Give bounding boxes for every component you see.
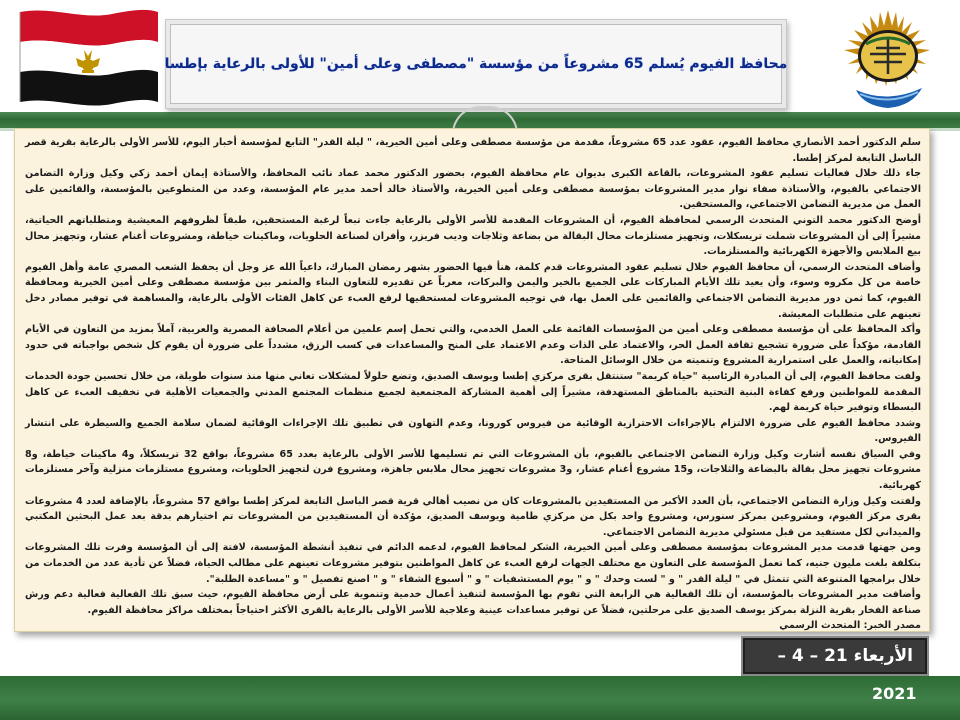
bottom-green-band [0, 676, 960, 720]
article-paragraph: ولفت محافظ الفيوم، إلى أن المبادرة الرئاسية "حياة كريمة" ستنتقل بقرى مركزي إطسا ويوسف الصديق، وتضع حلولاً لمشكلات تعاني منها منذ سنوات طويلة، من خلال تحسين جودة الخدمات المقدمة للمواطنين ورفع كفاءة البنية التحتية بالمناطق المستهدفة، مشيراً إلى أهمية المشاركة المجتمعية لجميع منظمات المجتمع المدني والجمعيات الأهلية في تخفيف العبء عن كاهل البسطاء وتوفير حياة كريمة لهم. [25, 370, 921, 414]
article-source: مصدر الخبر: المتحدث الرسمي [779, 620, 921, 632]
article-panel [14, 128, 930, 632]
fayoum-governorate-logo-icon [826, 8, 951, 112]
article-paragraph: وأكد المحافظ على أن مؤسسة مصطفى وعلى أمين من المؤسسات القائمة على العمل الخدمي، والتي تحمل إسم علمين من أعلام الصحافة المصرية والعربية، آملاً بمزيد من التعاون في الأيام القادمة، مؤكداً على ضرورة تشجيع ثقافة العمل الحر، والاعتماد على الذات وعدم الاعتماد على المنح والمساعدات في كسب الرزق، مشدداً على ضرورة أن يقوم كل شخص بواجباته في حدود إمكانياته، والعمل على استمرارية المشروع وتنميته من خلال الوسائل المتاحة. [25, 324, 921, 367]
egypt-flag-icon [12, 6, 162, 110]
article-paragraph: وفي السياق نفسه أشارت وكيل وزارة التضامن الاجتماعي بالفيوم، بأن المشروعات التي تم تسليمها للأسر الأولى بالرعاية بعدد 65 مشروعاً، بواقع 32 تريسكلاً، و4 ماكينات خياطة، و8 مشروعات تجهيز محل بقالة بالبضاعة والثلاجات، و15 مشروع أغنام عشار، و3 مشروعات تجهيز محال ملابس جاهزة، ومشروع فرن لتجهيز الحلويات، ومشروع مستلزمات منزلية وآخر مستلزمات كهربائية. [25, 448, 921, 492]
article-paragraph: ولفتت وكيل وزارة التضامن الاجتماعي، بأن العدد الأكبر من المستفيدين بالمشروعات كان من نصيب أهالي قرية قصر الباسل التابعة لمركز إطسا بواقع 57 مشروعاً، بالإضافة لعدد 4 مشروعات بقرى مركز الفيوم، ومشروعين بمركز سنورس، ومشروع واحد بكل من مركزي طامية ويوسف الصديق، مؤكدة أن المستفيدين من المشروعات تم اختيارهم بدقة بعد عمل البحثين المكتبي والميداني لكل مستفيد من قبل مسئولي مديرية التضامن الاجتماعي. [25, 495, 921, 538]
date-label: الأربعاء 21 – 4 – [777, 646, 913, 666]
article-paragraph: وأضاف المتحدث الرسمي، أن محافظ الفيوم خلال تسليم عقود المشروعات قدم كلمة، هنأ فيها الحضور بشهر رمضان المبارك، داعياً الله عز وجل أن يحفظ الشعب المصري عامة وأهل الفيوم خاصة من كل مكروه وسوء، وأن يعيد تلك الأيام المباركات على الجميع بالخير واليمن والبركات، معرباً عن تقديره للتعاون البناء والمثمر بين مؤسسة مصطفى وعلى أمين الخيرية ومحافظة الفيوم، كما ثمن دور مديرية التضامن الاجتماعي والقائمين على العمل بها، في توجيه المشروعات لمستحقيها لرفع العبء عن كاهل الفئات الأولى بالرعاية، والمساهمة في توفير مصادر دخل تعينهم على متطلبات المعيشة. [25, 261, 921, 320]
article-paragraph: جاء ذلك خلال فعاليات تسليم عقود المشروعات، بالقاعة الكبرى بديوان عام محافظة الفيوم، بحضور الدكتور محمد عماد نائب المحافظ، والأستاذة إيمان أحمد زكي وكيل وزارة التضامن الاجتماعي بالفيوم، والأستاذة صفاء نوار مدير المشروعات بمؤسسة مصطفى وعلى أمين الخيرية، والأستاذ خالد أحمد مدير عام المؤسسة، وعدد من المتطوعين بالمؤسسة، والقائمين على العمل من مديرية التضامن الاجتماعي، والمستحقين. [25, 168, 921, 211]
year-label: 2021 [872, 684, 917, 703]
article-paragraph: ومن جهتها قدمت مدير المشروعات بمؤسسة مصطفى وعلى أمين الخيرية، الشكر لمحافظ الفيوم، لدعمه الدائم في تنفيذ أنشطة المؤسسة، لافتة إلى أن المؤسسة وفرت تلك المشروعات بتكلفة بلغت مليون جنيه، كما تعمل المؤسسة على التعاون مع مختلف الجهات لرفع العبء عن كاهل المواطنين بتوفير مشروعات تعينهم على مطالب الحياة، فضلاً عن تأدية عدد من الخدمات من خلال برامجها المتنوعة التي تتمثل في " ليلة القدر " و " لست وحدك " و " يوم المستشفيات " و " أسبوع الشفاء " و " اصنع تفصيل " و "مساعدة الطلبة". [25, 542, 921, 585]
headline-box [164, 24, 788, 104]
headline-title: محافظ الفيوم يُسلم 65 مشروعاً من مؤسسة "مصطفى وعلى أمين" للأولى بالرعاية بإطسا [164, 56, 788, 72]
article-paragraph: أوضح الدكتور محمد التوني المتحدث الرسمي لمحافظة الفيوم، أن المشروعات المقدمة للأسر الأولى بالرعاية جاءت تبعاً لرغبة المستحقين، طبقاً لظروفهم المعيشية ومتطلباتهم الحياتية، مشيراً إلى أن المشروعات شملت تريسكلات، وتجهيز مستلزمات محال البقالة من بضاعة وثلاجات وديب فريزر، وأفران لصناعة الحلويات، وماكينات خياطة، ومشروعات أغنام عشار، وتجهيز محال بيع الملابس والأجهزة الكهربائية والمستلزمات. [25, 214, 921, 258]
article-paragraph: سلم الدكتور أحمد الأنصاري محافظ الفيوم، عقود عدد 65 مشروعاً، مقدمة من مؤسسة مصطفى وعلى أمين الخيرية، " ليلة القدر" التابع لمؤسسة أخبار اليوم، للأسر الأولى بالرعاية بقرية قصر الباسل التابعة لمركز إطسا. [25, 137, 921, 164]
date-box [741, 636, 929, 676]
article-body [15, 129, 929, 632]
article-paragraph: وشدد محافظ الفيوم على ضرورة الالتزام بالإجراءات الاحترازية الوقائية من فيروس كورونا، وعدم التهاون في تطبيق تلك الإجراءات الوقائية لضمان سلامة الجميع والسيطرة على انتشار الفيروس. [25, 417, 921, 445]
article-paragraph: وأضافت مدير المشروعات بالمؤسسة، أن تلك الفعالية هي الرابعة التي تقوم بها المؤسسة لتنفيذ أعمال خدمية وتنموية على أرض محافظة الفيوم، حيث سبق تلك الفعالية فعالية دعم ورش صناعة الفخار بقرية النزلة بمركز يوسف الصديق على مرحلتين، فضلاً عن توفير مساعدات عينية وعلاجية للأسر الأولى بالرعاية بالقرى الأكثر احتياجاً بمختلف مراكز محافظة الفيوم. [25, 589, 921, 616]
